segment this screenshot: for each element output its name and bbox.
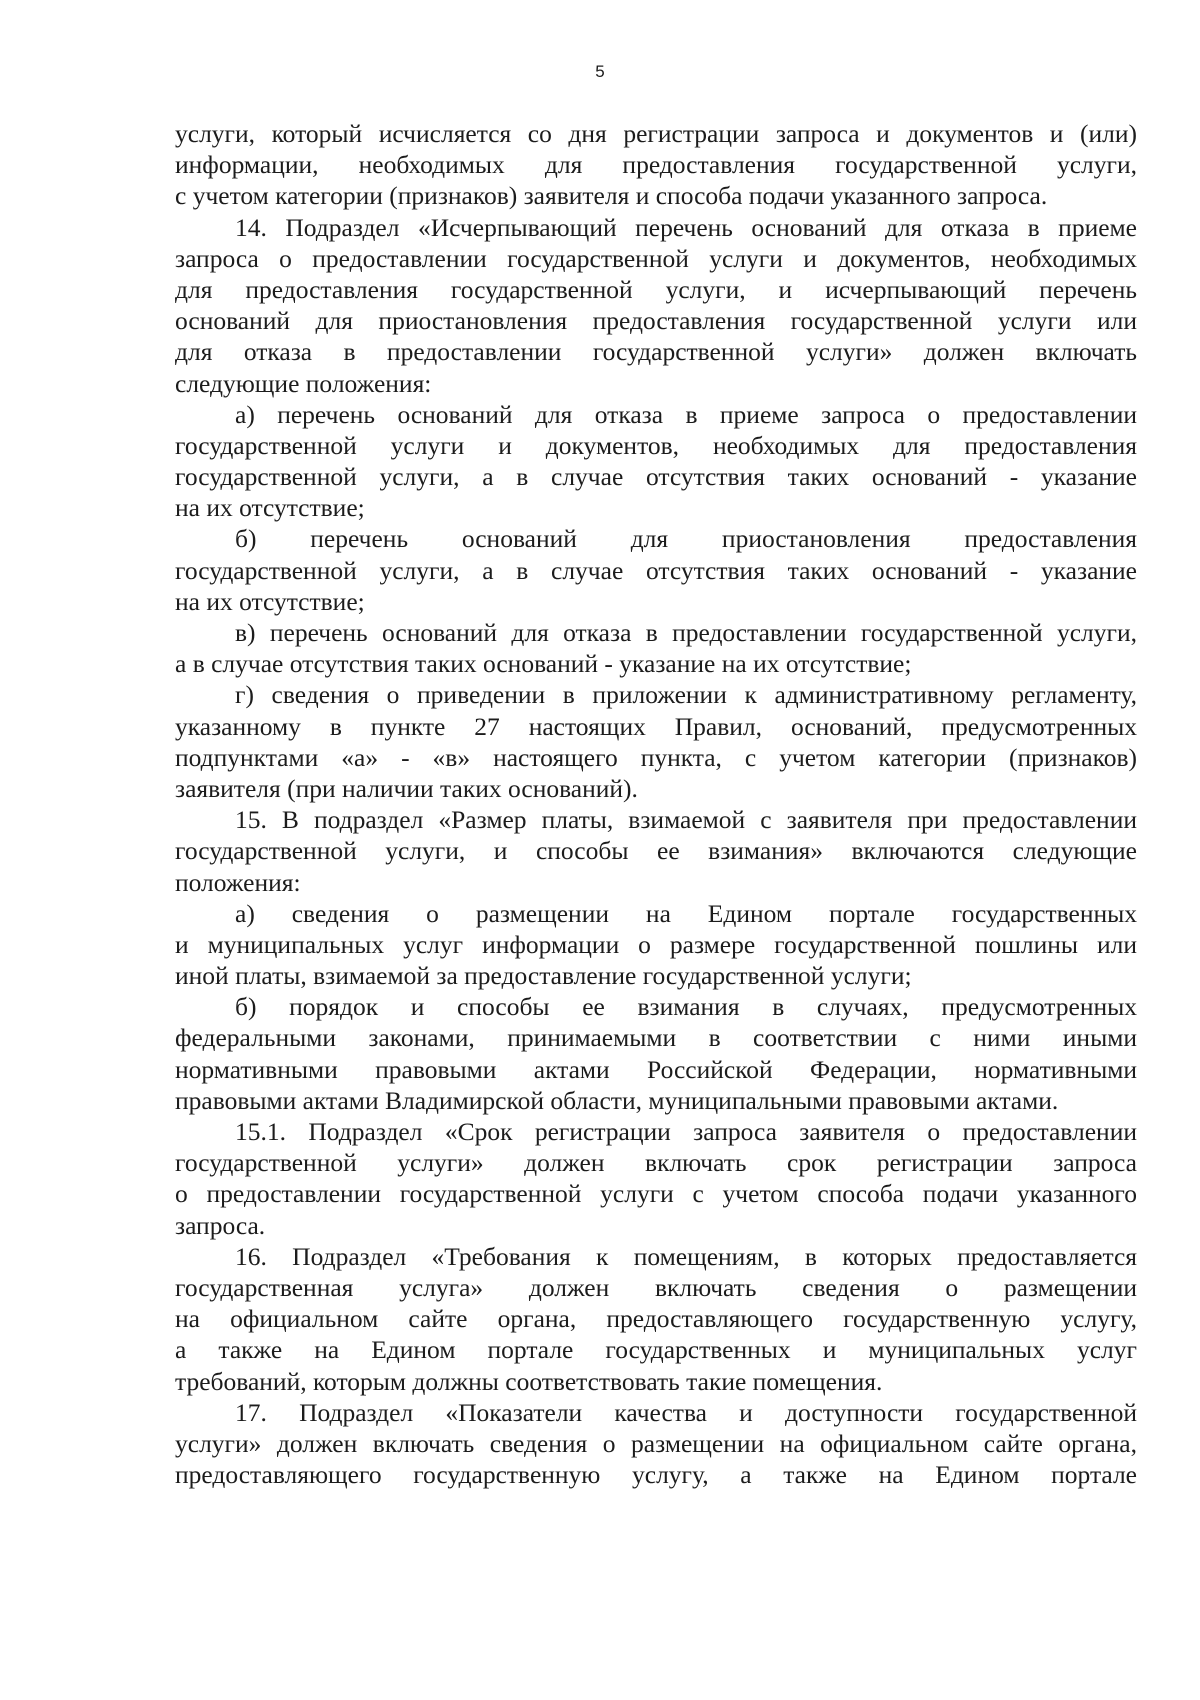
text-line: информации, необходимых для предоставления государственной услуги,: [175, 150, 1137, 180]
text-line: б) порядок и способы ее взимания в случаях, предусмотренных: [235, 992, 1137, 1022]
text-line: запроса о предоставлении государственной услуги и документов, необходимых: [175, 243, 1137, 273]
text-line: государственной услуги, и способы ее взимания» включаются следующие: [175, 836, 1137, 866]
text-line: 15.1. Подраздел «Срок регистрации запроса заявителя о предоставлении: [235, 1117, 1137, 1146]
text-line: на официальном сайте органа, предоставляющего государственную услугу,: [175, 1304, 1137, 1334]
text-line: следующие положения:: [175, 368, 432, 398]
text-line: нормативными правовыми актами Российской Федерации, нормативными: [175, 1054, 1137, 1084]
text-line: а) перечень оснований для отказа в приеме запроса о предоставлении: [235, 399, 1137, 429]
text-line: запроса.: [175, 1210, 266, 1240]
text-line: иной платы, взимаемой за предоставление государственной услуги;: [175, 961, 912, 991]
text-line: б) перечень оснований для приостановления предоставления: [235, 524, 1137, 554]
text-line: подпунктами «а» - «в» настоящего пункта, с учетом категории (признаков): [175, 742, 1137, 772]
text-line: в) перечень оснований для отказа в предоставлении государственной услуги,: [235, 618, 1137, 647]
text-line: государственная услуга» должен включать сведения о размещении: [175, 1272, 1137, 1302]
text-line: 16. Подраздел «Требования к помещениям, в которых предоставляется: [235, 1241, 1137, 1271]
text-line: услуги» должен включать сведения о размещении на официальном сайте органа,: [175, 1428, 1137, 1458]
text-line: 17. Подраздел «Показатели качества и доступности государственной: [235, 1397, 1137, 1427]
text-line: о предоставлении государственной услуги с учетом способа подачи указанного: [175, 1179, 1137, 1209]
text-line: государственной услуги, а в случае отсутствия таких оснований - указание: [175, 462, 1137, 492]
text-line: правовыми актами Владимирской области, муниципальными правовыми актами.: [175, 1085, 1059, 1115]
text-line: услуги, который исчисляется со дня регистрации запроса и документов и (или): [175, 119, 1137, 148]
text-line: на их отсутствие;: [175, 493, 365, 523]
page-number: 5: [595, 62, 605, 81]
text-line: заявителя (при наличии таких оснований).: [175, 773, 638, 803]
text-line: а) сведения о размещении на Едином портале государственных: [235, 898, 1137, 928]
text-line: а также на Едином портале государственных и муниципальных услуг: [175, 1335, 1137, 1365]
text-line: г) сведения о приведении в приложении к административному регламенту,: [235, 680, 1137, 710]
text-line: предоставляющего государственную услугу, а также на Едином портале: [175, 1460, 1137, 1490]
document-body: [175, 118, 1137, 1490]
text-line: указанному в пункте 27 настоящих Правил, оснований, предусмотренных: [175, 711, 1137, 741]
text-line: для предоставления государственной услуги, и исчерпывающий перечень: [175, 274, 1137, 304]
text-line: а в случае отсутствия таких оснований - указание на их отсутствие;: [175, 649, 912, 679]
text-line: государственной услуги, а в случае отсутствия таких оснований - указание: [175, 555, 1137, 585]
text-line: 14. Подраздел «Исчерпывающий перечень оснований для отказа в приеме: [235, 212, 1137, 242]
text-line: требований, которым должны соответствовать такие помещения.: [175, 1366, 883, 1396]
text-line: и муниципальных услуг информации о размере государственной пошлины или: [175, 929, 1137, 959]
text-line: государственной услуги» должен включать срок регистрации запроса: [175, 1148, 1137, 1178]
text-line: оснований для приостановления предоставления государственной услуги или: [175, 306, 1137, 336]
text-line: положения:: [175, 867, 301, 897]
text-line: для отказа в предоставлении государственной услуги» должен включать: [175, 337, 1137, 367]
text-line: 15. В подраздел «Размер платы, взимаемой с заявителя при предоставлении: [235, 805, 1137, 835]
text-line: с учетом категории (признаков) заявителя и способа подачи указанного запроса.: [175, 181, 1048, 211]
text-line: на их отсутствие;: [175, 586, 365, 616]
text-line: государственной услуги и документов, необходимых для предоставления: [175, 430, 1137, 460]
text-line: федеральными законами, принимаемыми в соответствии с ними иными: [175, 1023, 1137, 1053]
